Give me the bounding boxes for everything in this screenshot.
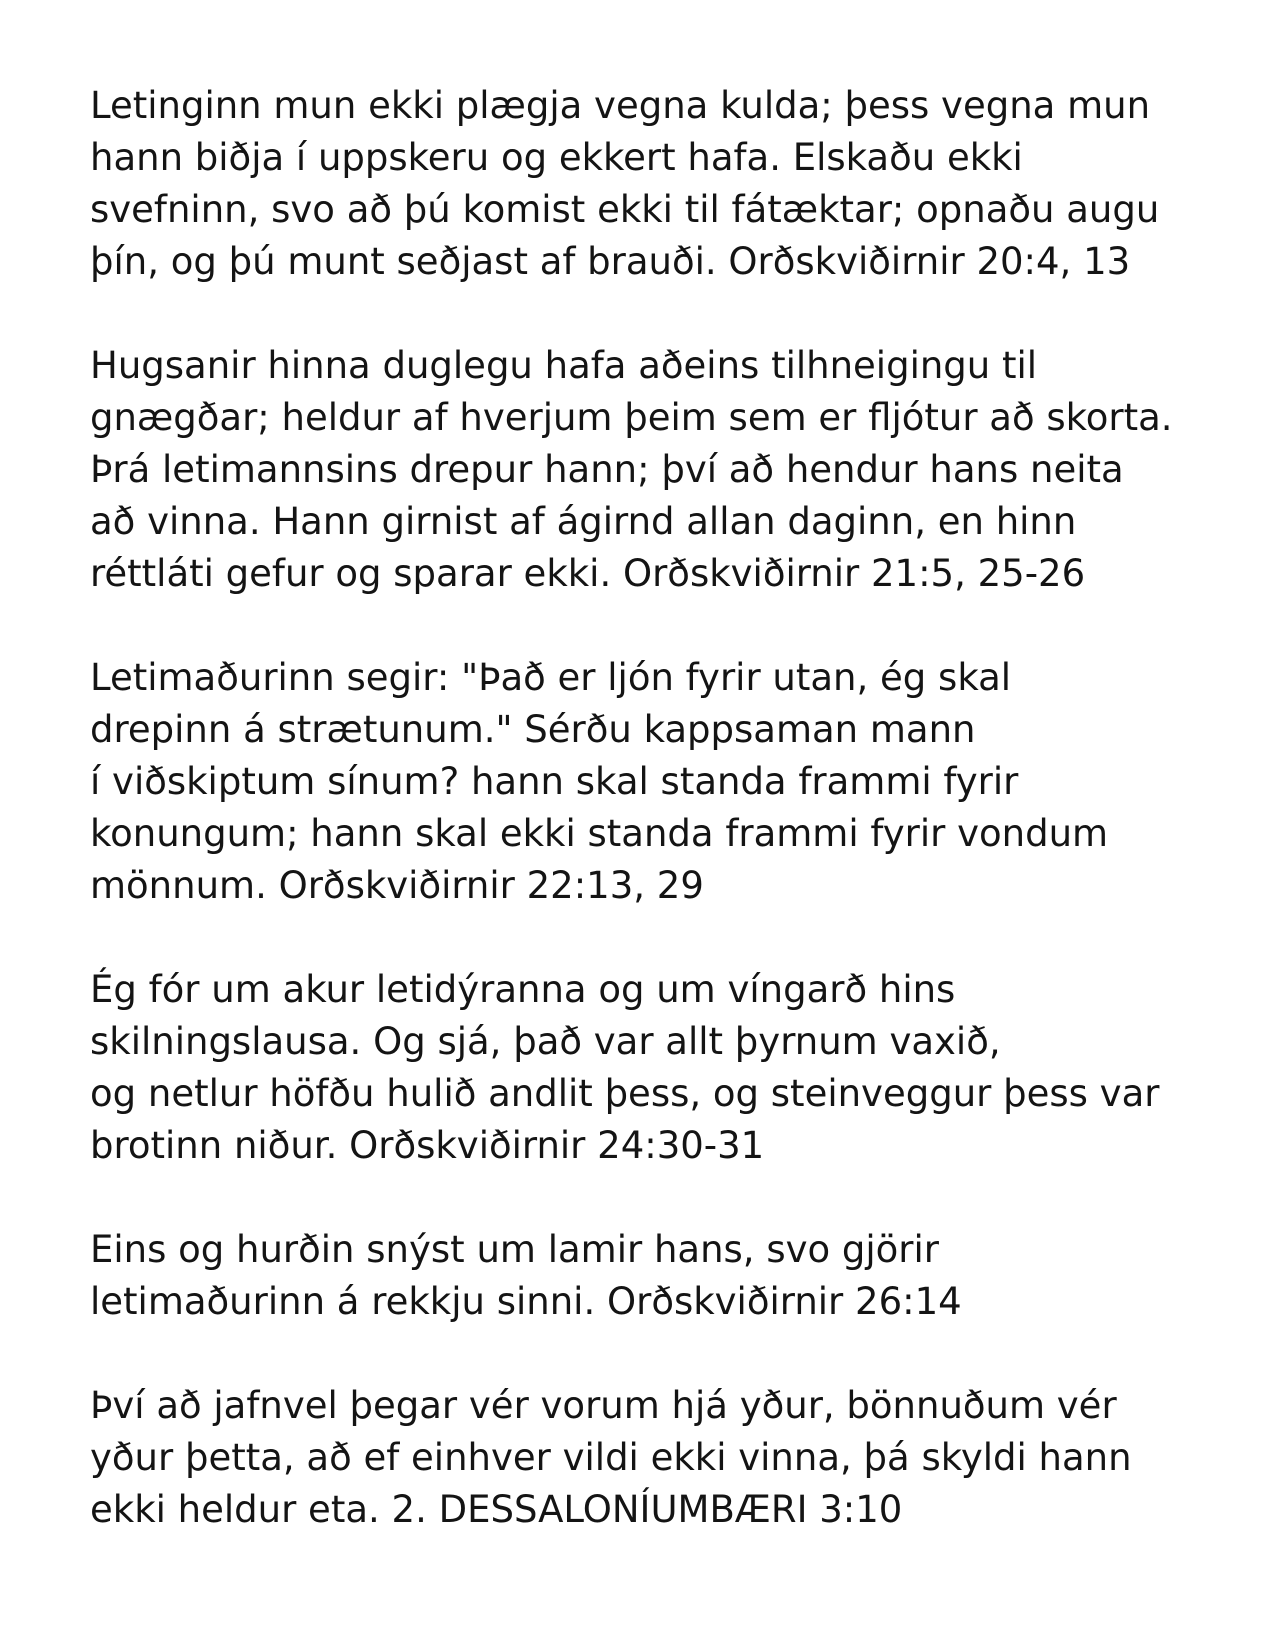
paragraph-proverbs-24: [90, 964, 1250, 1172]
text-line: mönnum. Orðskviðirnir 22:13, 29: [90, 864, 704, 907]
text-line: Eins og hurðin snýst um lamir hans, svo gjörir: [90, 1228, 939, 1271]
text-line: letimaðurinn á rekkju sinni. Orðskviðirnir 26:14: [90, 1280, 962, 1323]
text-line: konungum; hann skal ekki standa frammi fyrir vondum: [90, 812, 1109, 855]
text-line: réttláti gefur og sparar ekki. Orðskviðirnir 21:5, 25-26: [90, 552, 1086, 595]
text-line: Þrá letimannsins drepur hann; því að hendur hans neita: [90, 448, 1124, 491]
paragraph-proverbs-21: [90, 340, 1250, 600]
text-line: ekki heldur eta. 2. DESSALONÍUMBÆRI 3:10: [90, 1488, 903, 1531]
text-line: Ég fór um akur letidýranna og um víngarð hins: [90, 968, 956, 1011]
paragraph-proverbs-22: [90, 652, 1250, 912]
text-line: í viðskiptum sínum? hann skal standa frammi fyrir: [90, 760, 1019, 803]
text-line: yður þetta, að ef einhver vildi ekki vinna, þá skyldi hann: [90, 1436, 1132, 1479]
text-line: drepinn á strætunum." Sérðu kappsaman mann: [90, 708, 976, 751]
text-line: þín, og þú munt seðjast af brauði. Orðskviðirnir 20:4, 13: [90, 240, 1131, 283]
paragraph-proverbs-20: [90, 80, 1250, 288]
paragraph-thessalonians-3: [90, 1380, 1250, 1536]
text-line: hann biðja í uppskeru og ekkert hafa. Elskaðu ekki: [90, 136, 1023, 179]
text-line: svefninn, svo að þú komist ekki til fátæktar; opnaðu augu: [90, 188, 1160, 231]
text-line: skilningslausa. Og sjá, það var allt þyrnum vaxið,: [90, 1020, 1001, 1063]
text-line: að vinna. Hann girnist af ágirnd allan daginn, en hinn: [90, 500, 1077, 543]
document-body: [90, 80, 1250, 1588]
text-line: gnægðar; heldur af hverjum þeim sem er fljótur að skorta.: [90, 396, 1173, 439]
text-line: Því að jafnvel þegar vér vorum hjá yður, bönnuðum vér: [90, 1384, 1117, 1427]
text-line: Hugsanir hinna duglegu hafa aðeins tilhneigingu til: [90, 344, 1038, 387]
text-line: Letimaðurinn segir: "Það er ljón fyrir utan, ég skal: [90, 656, 1012, 699]
text-line: og netlur höfðu hulið andlit þess, og steinveggur þess var: [90, 1072, 1160, 1115]
paragraph-proverbs-26: [90, 1224, 1250, 1328]
text-line: brotinn niður. Orðskviðirnir 24:30-31: [90, 1124, 765, 1167]
text-line: Letinginn mun ekki plægja vegna kulda; þess vegna mun: [90, 84, 1151, 127]
